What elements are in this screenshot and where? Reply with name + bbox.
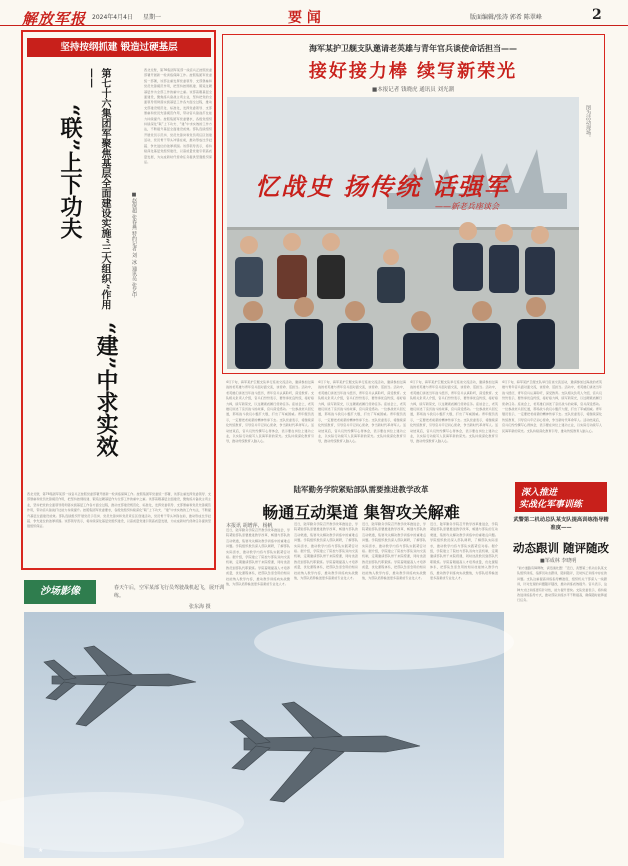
bottom-right-byline: ■邹成林 李晓明: [540, 558, 577, 564]
left-article-body-col1: 西北戈壁，第76集团军某部一线官兵正按照党委部署开展新一轮训练保障工作。按照集团军党委统一部署，该部注重发挥党委领导、支部堡垒和党员先锋模范作用，把坚持按纲抓建、锻造过硬基层作为全部工作的重中之重。该部着眼基层全面建设，聚焦练兵备战主责主业，坚持把党的全面领导贯彻落实到基层工作各方面全过程，推动支部建设规范化、标准化，发挥党委领导、支部堡垒和党员先锋模范作用，带动官兵备战打仗能力持续提升。按照集团军党委要求，各级党组织持续深化“联”上下功夫、“建”中求实效的工作方法，不断提升基层全面建设质效。部队连续组织开展党员示范岗、党员先锋岗和党员责任区创建活动，党员骨干带头冲锋在前，推动形成比学赶超、争先进位的浓厚氛围。该部领导表示，将持续深化基层党组织建设，以高质量党建引领高质量发展，为完成新时代使命任务提供坚强组织保证。: [144, 68, 212, 164]
bottom-right-body: “前方道路有障碍物，请迅速处置！”近日，武警第二机动总队某支队组织训练，指挥员动态跟训，随训随评，及时纠正训练中存在的问题。支队注重提高训练指导精准度，组织机关干部深入一线跟训，针对发现的问题随评随改，推动训练质效提升。官兵表示，这种方式让训练更有针对性，能力提升更快。支队党委表示，将持续改进训练指导方式，推动部队训练水平不断提高，确保随时能够遂行任务。: [517, 566, 607, 603]
left-article-subtitle: 第七十六集团军聚焦基层全面建设实施“三大组织”作用——: [86, 68, 110, 310]
left-article-byline: ■赵保超 张春燕 特约记者 刘 冰 通讯员 张艺中: [131, 192, 137, 298]
issue-date: 2024年4月4日: [92, 14, 133, 21]
photo-credit: 张东海 摄: [189, 604, 211, 610]
bottom-article-title: 畅通互动渠道 集智攻关解难: [262, 503, 460, 522]
bottom-article-body-col2: 近日，陆军勤务学院召开教学改革推进会，学院紧贴部队需要推进教学改革，畅通与部队的互动渠道，集智攻关解决教学训练中的重难点问题。学院组织教员深入部队调研，了解部队实际需求，推动教学内容与部队实践紧密对接。据介绍，学院建立了院校与部队双向交流机制，定期邀请部队骨干来院授课，同时选派教员到部队代职锻炼。学院着眼提高人才培养质量，优化课程体系，把部队急需急用的知识技能纳入教学内容，推动教学训练向实战聚焦，为部队培养输送更多高素质专业化人才。: [294, 522, 358, 581]
newspaper-logo: 解放军报: [22, 10, 87, 28]
left-article: [21, 30, 216, 570]
feature-body-col4: 4月下旬，海军某护卫舰支队举行座谈交流活动，邀请参加过海战的老英雄与青年官兵面对面交流，谈使命、话担当。活动中，老英雄们讲述当年战斗经历，青年官兵认真聆听，深受教育。支队相关负责人介绍，官兵们纷纷表示，要传承优良传统，接好接力棒，续写新荣光，以过硬素质履行使命任务。座谈会上，老英雄们讲述了亲历战斗的故事，官兵深受感动。一位参战老兵回忆道，那场战斗我们小艇打大舰，打出了军威国威。青年舰员表示，一定要把老前辈的精神传承下去。支队党委表示，将继续深化传统教育，引导官兵牢记初心使命，争当新时代革命军人。活动结束后，官兵们纷纷撰写心得体会，表示要在岗位上建功立业，以实际行动续写人民海军新的荣光。支队持续深化教育引导，推动传统教育入脑入心。: [502, 380, 602, 433]
feature-article: [222, 34, 605, 374]
bottom-article-kicker: 陆军勤务学院紧贴部队需要推进教学改革: [293, 485, 429, 494]
svg-text:★: ★: [38, 848, 44, 854]
banner-title: 实战化军事训练: [519, 500, 583, 510]
feature-body-col1: 4月下旬，海军某护卫舰支队举行座谈交流活动，邀请参加过海战的老英雄与青年官兵面对面交流，谈使命、话担当。活动中，老英雄们讲述当年战斗经历，青年官兵认真聆听，深受教育。支队相关负责人介绍，官兵们纷纷表示，要传承优良传统，接好接力棒，续写新荣光，以过硬素质履行使命任务。座谈会上，老英雄们讲述了亲历战斗的故事，官兵深受感动。一位参战老兵回忆道，那场战斗我们小艇打大舰，打出了军威国威。青年舰员表示，一定要把老前辈的精神传承下去。支队党委表示，将继续深化传统教育，引导官兵牢记初心使命，争当新时代革命军人。活动结束后，官兵们纷纷撰写心得体会，表示要在岗位上建功立业，以实际行动续写人民海军新的荣光。支队持续深化教育引导，推动传统教育入脑入心。: [226, 380, 314, 444]
bottom-article-body-col4: 近日，陆军勤务学院召开教学改革推进会，学院紧贴部队需要推进教学改革，畅通与部队的互动渠道，集智攻关解决教学训练中的重难点问题。学院组织教员深入部队调研，了解部队实际需求，推动教学内容与部队实践紧密对接。据介绍，学院建立了院校与部队双向交流机制，定期邀请部队骨干来院授课，同时选派教员到部队代职锻炼。学院着眼提高人才培养质量，优化课程体系，把部队急需急用的知识技能纳入教学内容，推动教学训练向实战聚焦，为部队培养输送更多高素质专业化人才。: [430, 522, 498, 581]
left-article-kicker: 坚持按纲抓建 锻造过硬基层: [27, 38, 211, 57]
page-number: 2: [592, 7, 602, 23]
left-article-title-b: “建”中求实效: [93, 322, 119, 458]
feature-kicker: 海军某护卫舰支队邀请老英雄与青年官兵谈使命话担当——: [309, 44, 517, 53]
photo-calligraphy-sub: ——新老兵座谈会: [435, 202, 499, 211]
bottom-right-title: 动态跟训 随评随改: [513, 541, 610, 555]
masthead: [0, 0, 628, 26]
issue-weekday: 星期一: [143, 14, 162, 21]
training-banner: [515, 482, 607, 512]
left-article-title-a: “联”上下功夫: [57, 104, 83, 240]
bottom-right-kicker: 武警第二机动总队某支队提高训练指导精准度——: [513, 517, 609, 531]
feature-photo-caption: 图为活动现场。: [585, 105, 591, 140]
photo-tag-row: [24, 578, 504, 608]
fighter-jets-photo: [24, 612, 504, 858]
banner-kicker: 深入推进: [521, 488, 558, 498]
feature-title: 接好接力棒 续写新荣光: [308, 61, 518, 82]
bottom-article-body-col3: 近日，陆军勤务学院召开教学改革推进会，学院紧贴部队需要推进教学改革，畅通与部队的互动渠道，集智攻关解决教学训练中的重难点问题。学院组织教员深入部队调研，了解部队实际需求，推动教学内容与部队实践紧密对接。据介绍，学院建立了院校与部队双向交流机制，定期邀请部队骨干来院授课，同时选派教员到部队代职锻炼。学院着眼提高人才培养质量，优化课程体系，把部队急需急用的知识技能纳入教学内容，推动教学训练向实战聚焦，为部队培养输送更多高素质专业化人才。: [362, 522, 426, 581]
photo-caption: 春天午后，空军某部飞行员驾驶战机起飞，展开训练。: [114, 585, 225, 599]
bottom-article: [222, 478, 500, 587]
bottom-article-byline: 本报讯 胡增萍、杨帆: [226, 523, 273, 529]
feature-body-col3: 4月下旬，海军某护卫舰支队举行座谈交流活动，邀请参加过海战的老英雄与青年官兵面对面交流，谈使命、话担当。活动中，老英雄们讲述当年战斗经历，青年官兵认真聆听，深受教育。支队相关负责人介绍，官兵们纷纷表示，要传承优良传统，接好接力棒，续写新荣光，以过硬素质履行使命任务。座谈会上，老英雄们讲述了亲历战斗的故事，官兵深受感动。一位参战老兵回忆道，那场战斗我们小艇打大舰，打出了军威国威。青年舰员表示，一定要把老前辈的精神传承下去。支队党委表示，将继续深化传统教育，引导官兵牢记初心使命，争当新时代革命军人。活动结束后，官兵们纷纷撰写心得体会，表示要在岗位上建功立业，以实际行动续写人民海军新的荣光。支队持续深化教育引导，推动传统教育入脑入心。: [410, 380, 498, 444]
left-article-body-col2: 西北戈壁，第76集团军某部一线官兵正按照党委部署开展新一轮训练保障工作。按照集团军党委统一部署，该部注重发挥党委领导、支部堡垒和党员先锋模范作用，把坚持按纲抓建、锻造过硬基层作为全部工作的重中之重。该部着眼基层全面建设，聚焦练兵备战主责主业，坚持把党的全面领导贯彻落实到基层工作各方面全过程，推动支部建设规范化、标准化，发挥党委领导、支部堡垒和党员先锋模范作用，带动官兵备战打仗能力持续提升。按照集团军党委要求，各级党组织持续深化“联”上下功夫、“建”中求实效的工作方法，不断提升基层全面建设质效。部队连续组织开展党员示范岗、党员先锋岗和党员责任区创建活动，党员骨干带头冲锋在前，推动形成比学赶超、争先进位的浓厚氛围。该部领导表示，将持续深化基层党组织建设，以高质量党建引领高质量发展，为完成新时代使命任务提供坚强组织保证。: [27, 492, 211, 529]
feature-byline: ■本报记者 钱晓虎 通讯员 刘光潮: [372, 87, 454, 93]
photo-tag: 沙场影像: [24, 580, 96, 604]
bottom-article-body-col1: 近日，陆军勤务学院召开教学改革推进会，学院紧贴部队需要推进教学改革，畅通与部队的互动渠道，集智攻关解决教学训练中的重难点问题。学院组织教员深入部队调研，了解部队实际需求，推动教学内容与部队实践紧密对接。据介绍，学院建立了院校与部队双向交流机制，定期邀请部队骨干来院授课，同时选派教员到部队代职锻炼。学院着眼提高人才培养质量，优化课程体系，把部队急需急用的知识技能纳入教学内容，推动教学训练向实战聚焦，为部队培养输送更多高素质专业化人才。: [226, 528, 290, 587]
feature-photo: [227, 97, 579, 369]
section-title: 要 闻: [288, 10, 321, 26]
page-editors: 版面编辑/张涛 郭希 陈翠峰: [470, 14, 542, 21]
photo-calligraphy: 忆战史 扬传统 话强军: [255, 172, 510, 201]
feature-body-col2: 4月下旬，海军某护卫舰支队举行座谈交流活动，邀请参加过海战的老英雄与青年官兵面对面交流，谈使命、话担当。活动中，老英雄们讲述当年战斗经历，青年官兵认真聆听，深受教育。支队相关负责人介绍，官兵们纷纷表示，要传承优良传统，接好接力棒，续写新荣光，以过硬素质履行使命任务。座谈会上，老英雄们讲述了亲历战斗的故事，官兵深受感动。一位参战老兵回忆道，那场战斗我们小艇打大舰，打出了军威国威。青年舰员表示，一定要把老前辈的精神传承下去。支队党委表示，将继续深化传统教育，引导官兵牢记初心使命，争当新时代革命军人。活动结束后，官兵们纷纷撰写心得体会，表示要在岗位上建功立业，以实际行动续写人民海军新的荣光。支队持续深化教育引导，推动传统教育入脑入心。: [318, 380, 406, 444]
